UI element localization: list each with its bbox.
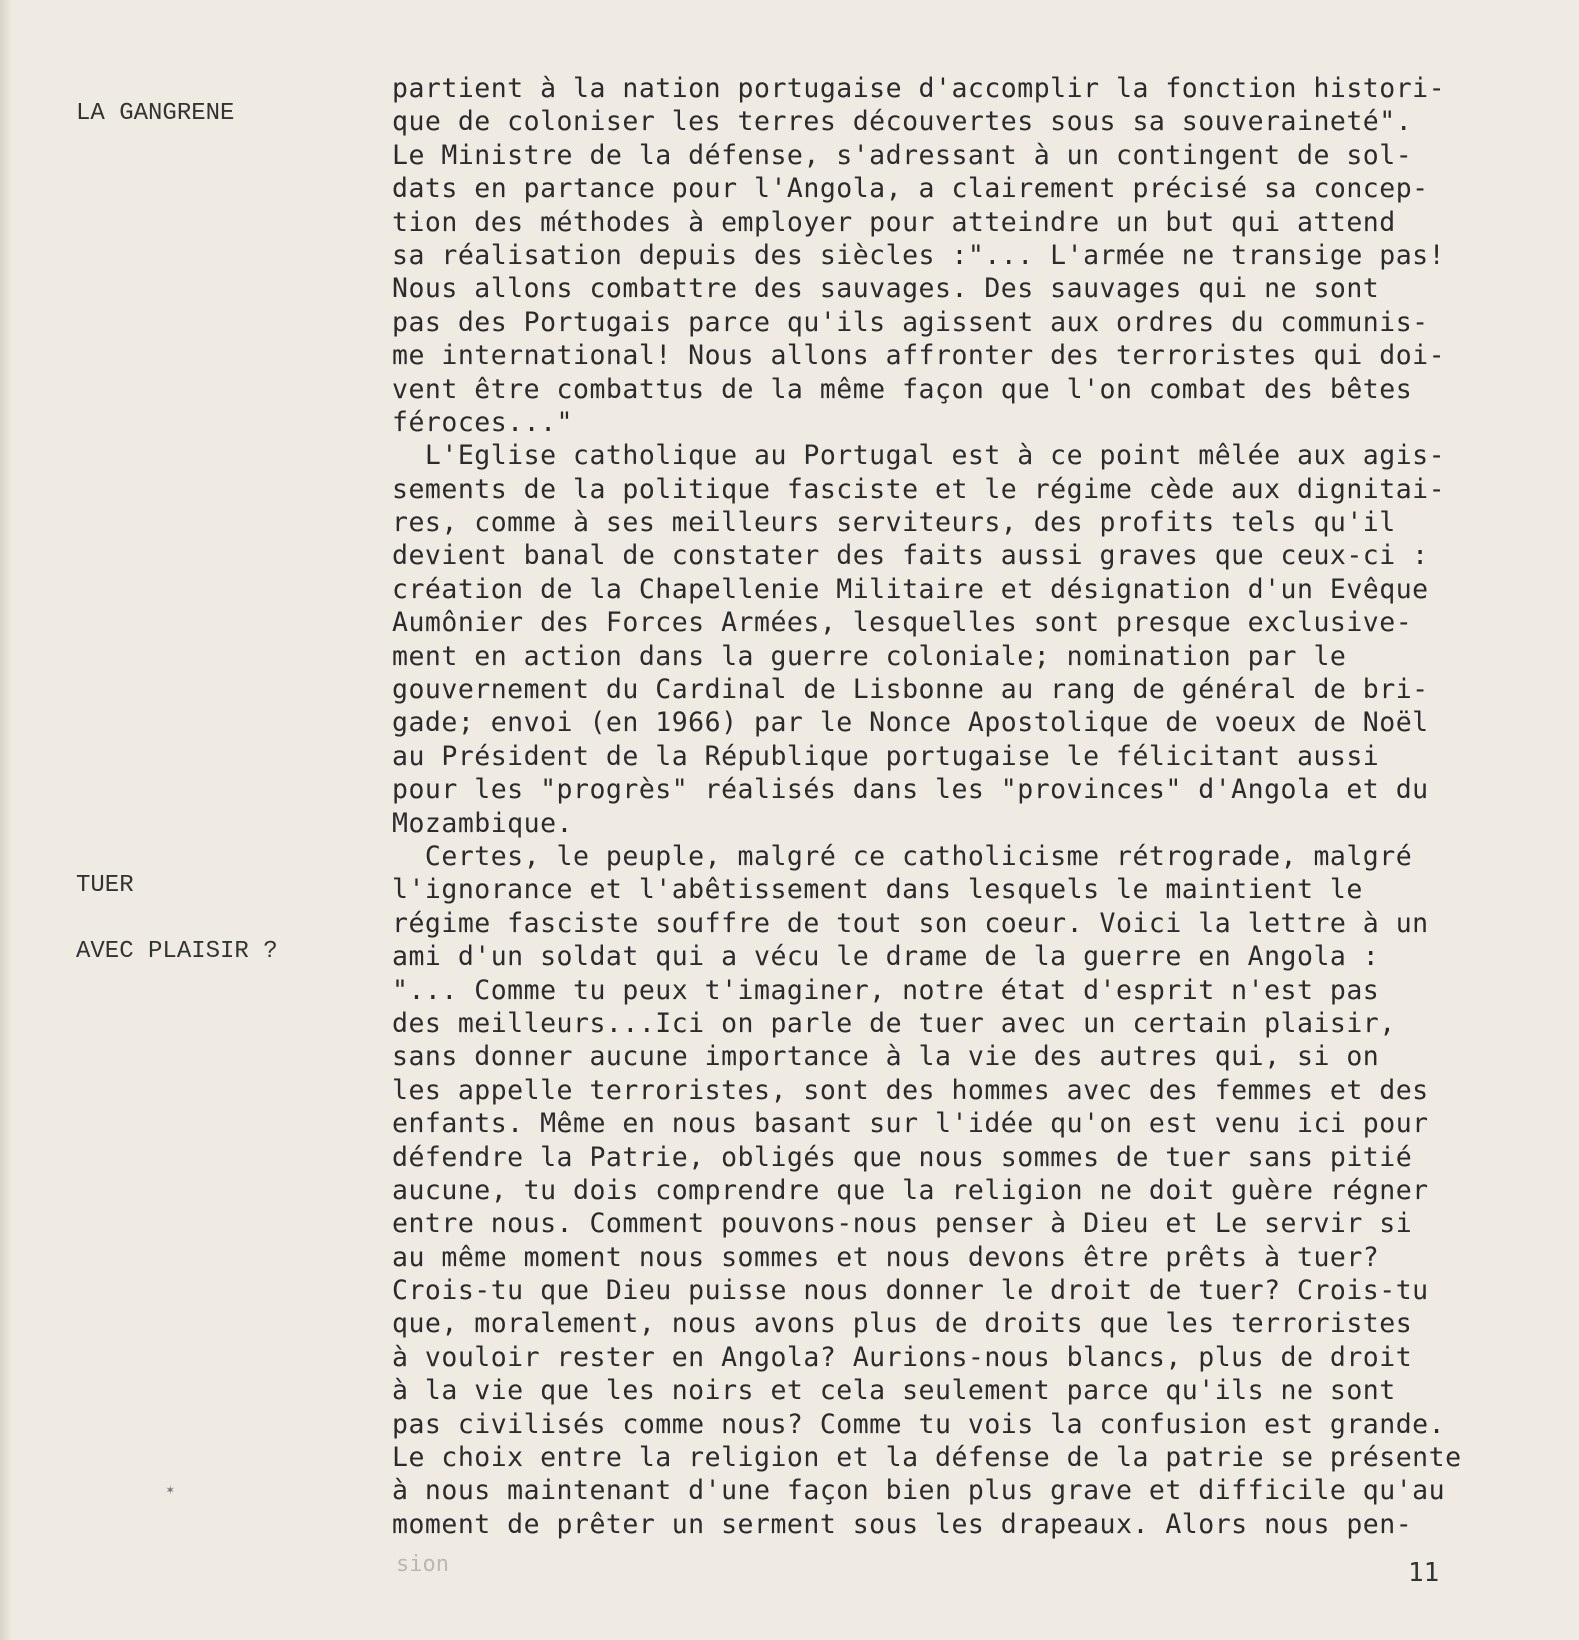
text-line: à la vie que les noirs et cela seulement parce qu'ils ne sont [392,1375,1396,1407]
page-gutter-shadow [0,0,12,1640]
text-line: Crois-tu que Dieu puisse nous donner le droit de tuer? Crois-tu [392,1275,1429,1307]
text-line: ment en action dans la guerre coloniale; nomination par le [392,640,1347,672]
text-line: dats en partance pour l'Angola, a clairement précisé sa concep- [392,173,1429,205]
text-line: aucune, tu dois comprendre que la religion ne doit guère régner [392,1174,1429,1206]
text-line: création de la Chapellenie Militaire et désignation d'un Evêque [392,573,1429,605]
text-line: des meilleurs...Ici on parle de tuer avec un certain plaisir, [392,1007,1396,1039]
text-line: Mozambique. [392,807,573,839]
text-line: tion des méthodes à employer pour atteindre un but qui attend [392,206,1396,238]
text-line: à vouloir rester en Angola? Aurions-nous blancs, plus de droit [392,1341,1413,1373]
text-line: Nous allons combattre des sauvages. Des sauvages qui ne sont [392,273,1380,305]
margin-note-tuer: TUER [76,872,134,899]
text-line: ami d'un soldat qui a vécu le drame de la guerre en Angola : [392,941,1380,973]
text-line: l'ignorance et l'abêtissement dans lesquels le maintient le [392,874,1363,906]
text-line: "... Comme tu peux t'imaginer, notre état d'esprit n'est pas [392,974,1380,1006]
text-line: devient banal de constater des faits aussi graves que ceux-ci : [392,540,1429,572]
margin-note-avec-plaisir: AVEC PLAISIR ? [76,938,278,965]
ink-speck-icon: ✶ [166,1482,175,1498]
text-line: à nous maintenant d'une façon bien plus grave et difficile qu'au [392,1475,1446,1507]
text-line: sa réalisation depuis des siècles :"... L'armée ne transige pas! [392,239,1446,271]
text-line: entre nous. Comment pouvons-nous penser à Dieu et Le servir si [392,1208,1413,1240]
text-line: gouvernement du Cardinal de Lisbonne au rang de général de bri- [392,674,1429,706]
text-line: me international! Nous allons affronter des terroristes qui doi- [392,340,1446,372]
text-line: gade; envoi (en 1966) par le Nonce Apostolique de voeux de Noël [392,707,1429,739]
text-line: que, moralement, nous avons plus de droits que les terroristes [392,1308,1413,1340]
text-line: sements de la politique fasciste et le régime cède aux dignitai- [392,473,1446,505]
text-line: au même moment nous sommes et nous devons être prêts à tuer? [392,1241,1380,1273]
text-line: L'Eglise catholique au Portugal est à ce point mêlée aux agis- [392,440,1446,472]
text-line: Aumônier des Forces Armées, lesquelles sont presque exclusive- [392,607,1413,639]
text-line: enfants. Même en nous basant sur l'idée qu'on est venu ici pour [392,1108,1429,1140]
text-line: au Président de la République portugaise le félicitant aussi [392,740,1380,772]
text-line: res, comme à ses meilleurs serviteurs, des profits tels qu'il [392,507,1396,539]
text-line: vent être combattus de la même façon que l'on combat des bêtes [392,373,1413,405]
text-line: féroces..." [392,406,573,438]
text-line: pas civilisés comme nous? Comme tu vois la confusion est grande. [392,1408,1446,1440]
text-line: Le choix entre la religion et la défense de la patrie se présente [392,1442,1462,1474]
text-line: régime fasciste souffre de tout son coeur. Voici la lettre à un [392,907,1429,939]
text-line: moment de prêter un serment sous les drapeaux. Alors nous pen- [392,1508,1413,1540]
text-line: que de coloniser les terres découvertes sous sa souveraineté". [392,106,1413,138]
page-number: 11 [1408,1558,1440,1588]
next-page-catchword: sion [396,1552,449,1577]
text-line: défendre la Patrie, obligés que nous sommes de tuer sans pitié [392,1141,1413,1173]
text-line: les appelle terroristes, sont des hommes avec des femmes et des [392,1074,1429,1106]
margin-note-gangrene: LA GANGRENE [76,100,235,127]
text-line: sans donner aucune importance à la vie des autres qui, si on [392,1041,1380,1073]
text-line: pour les "progrès" réalisés dans les "provinces" d'Angola et du [392,774,1429,806]
text-line: partient à la nation portugaise d'accomplir la fonction histori- [392,73,1446,104]
text-line: Le Ministre de la défense, s'adressant à un contingent de sol- [392,139,1413,171]
text-line: Certes, le peuple, malgré ce catholicisme rétrograde, malgré [392,840,1413,872]
text-line: pas des Portugais parce qu'ils agissent aux ordres du communis- [392,306,1429,338]
body-text [392,72,1512,1541]
